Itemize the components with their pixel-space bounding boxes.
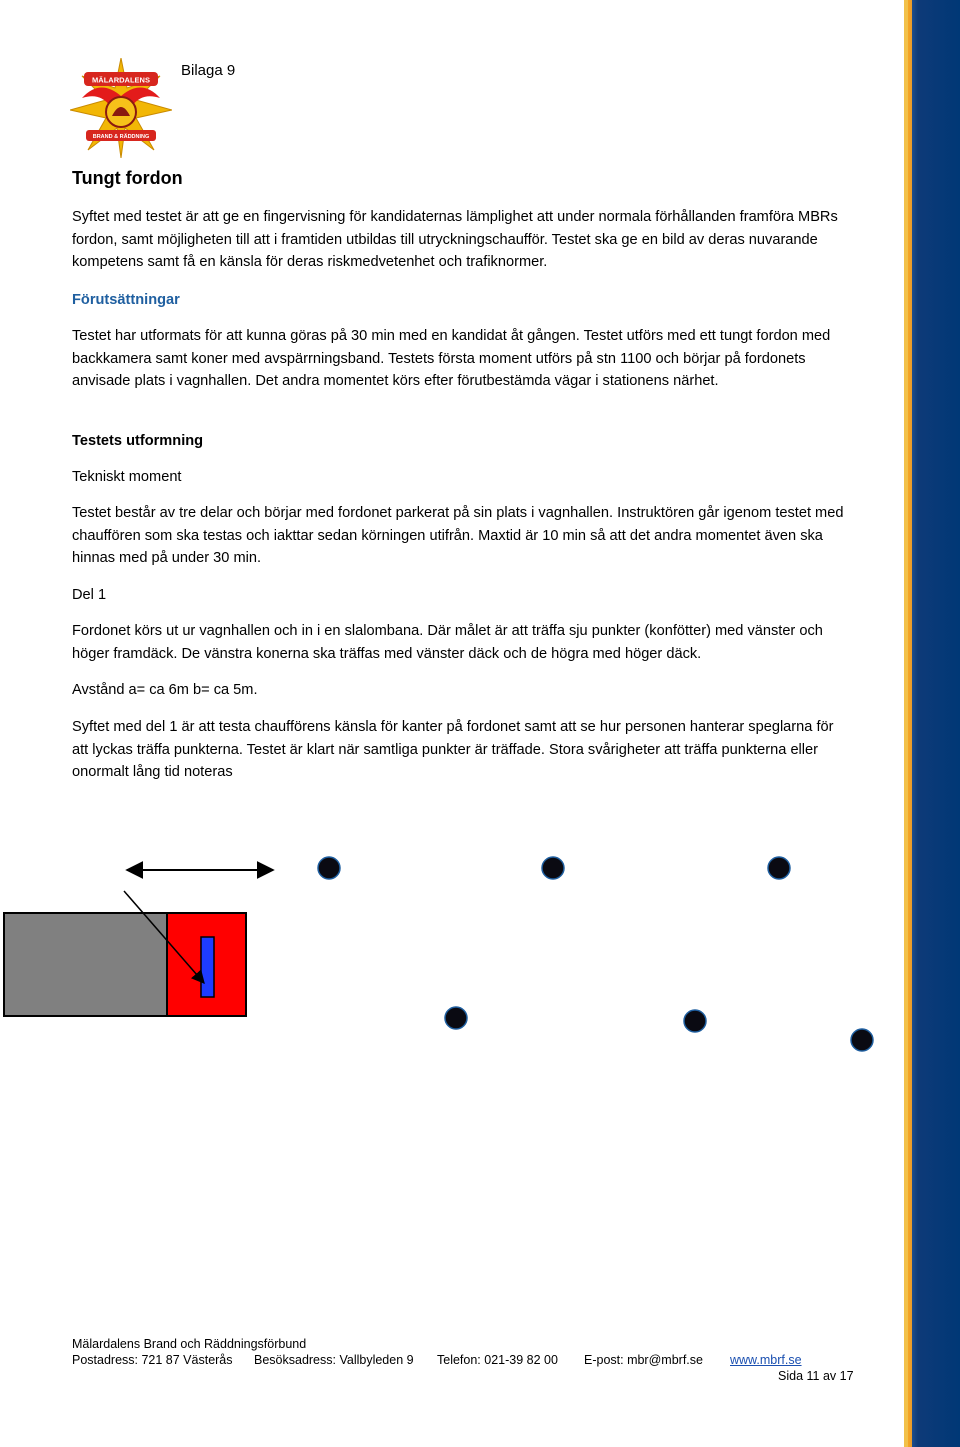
cone-point <box>768 857 790 879</box>
cone-point <box>318 857 340 879</box>
del1-purpose-paragraph: Syftet med del 1 är att testa chaufförens känsla för kanter på fordonet samt att se hur personen hanterar speglarna för att lyckas träffa punkterna. Testet är klart när samtliga punkter är träffade. Stora svårigheter att träffa punkterna eller onormalt lång tid noteras <box>72 719 834 780</box>
forutsattningar-paragraph: Testet har utformats för att kunna göras på 30 min med en kandidat åt gången. Testet utförs med ett tungt fordon med backkamera samt koner med avspärrningsband. Testets första moment utförs på stn 1100 och börjar på fordonets anvisade plats i vagnhallen. Det andra momentet körs efter förutbestämda vägar i stationens närhet. <box>72 328 831 389</box>
subheading-tekniskt-moment: Tekniskt moment <box>72 469 182 485</box>
logo-ribbon-top-text: MÄLARDALENS <box>92 75 150 85</box>
footer-telefon: Telefon: 021-39 82 00 <box>437 1353 558 1367</box>
page-number: Sida 11 av 17 <box>778 1369 854 1383</box>
cone-point <box>851 1029 873 1051</box>
mbrf-logo <box>70 58 172 158</box>
cone-point <box>684 1010 706 1032</box>
footer-epost: E-post: mbr@mbrf.se <box>584 1353 703 1367</box>
del1-paragraph: Fordonet körs ut ur vagnhallen och in i en slalombana. Där målet är att träffa sju punkter (konfötter) med vänster och höger framdäck. De vänstra konerna ska träffas med vänster däck och de högra med höger däck. <box>72 623 823 662</box>
footer-postadress: Postadress: 721 87 Västerås <box>72 1353 233 1367</box>
intro-paragraph: Syftet med testet är att ge en fingervisning för kandidaternas lämplighet att under normala förhållanden framföra MBRs fordon, samt möjligheten till att i framtiden utbildas till utryckningschaufför. Testet ska ge en bild av deras nuvarande kompetens samt få en känsla för deras riskmedvetenhet och trafiknormer. <box>72 209 838 270</box>
slalom-diagram <box>0 840 904 1080</box>
utformning-paragraph: Testet består av tre delar och börjar med fordonet parkerat på sin plats i vagnhallen. Instruktören går igenom testet med chauffören som ska testas och iakttar sedan körningen utifrån. Maxtid är 10 min så att det andra momentet även ska hinnas med på under 30 min. <box>72 505 844 566</box>
subheading-del-1: Del 1 <box>72 587 107 603</box>
section-heading-utformning: Testets utformning <box>72 433 204 449</box>
page-title: Tungt fordon <box>72 168 183 188</box>
section-heading-forutsattningar: Förutsättningar <box>72 292 180 308</box>
appendix-label: Bilaga 9 <box>181 62 236 79</box>
side-accent-stripe <box>904 0 960 1447</box>
cone-point <box>445 1007 467 1029</box>
vehicle-body <box>4 913 167 1016</box>
cone-point <box>542 857 564 879</box>
footer-besoksadress: Besöksadress: Vallbyleden 9 <box>254 1353 414 1367</box>
footer-organization: Mälardalens Brand och Räddningsförbund <box>72 1337 307 1351</box>
logo-ribbon-bottom-text: BRAND & RÄDDNING <box>92 134 150 140</box>
footer-website-link[interactable]: www.mbrf.se <box>730 1353 802 1367</box>
del1-distance: Avstånd a= ca 6m b= ca 5m. <box>72 682 258 698</box>
front-wheel-marker <box>201 937 214 997</box>
